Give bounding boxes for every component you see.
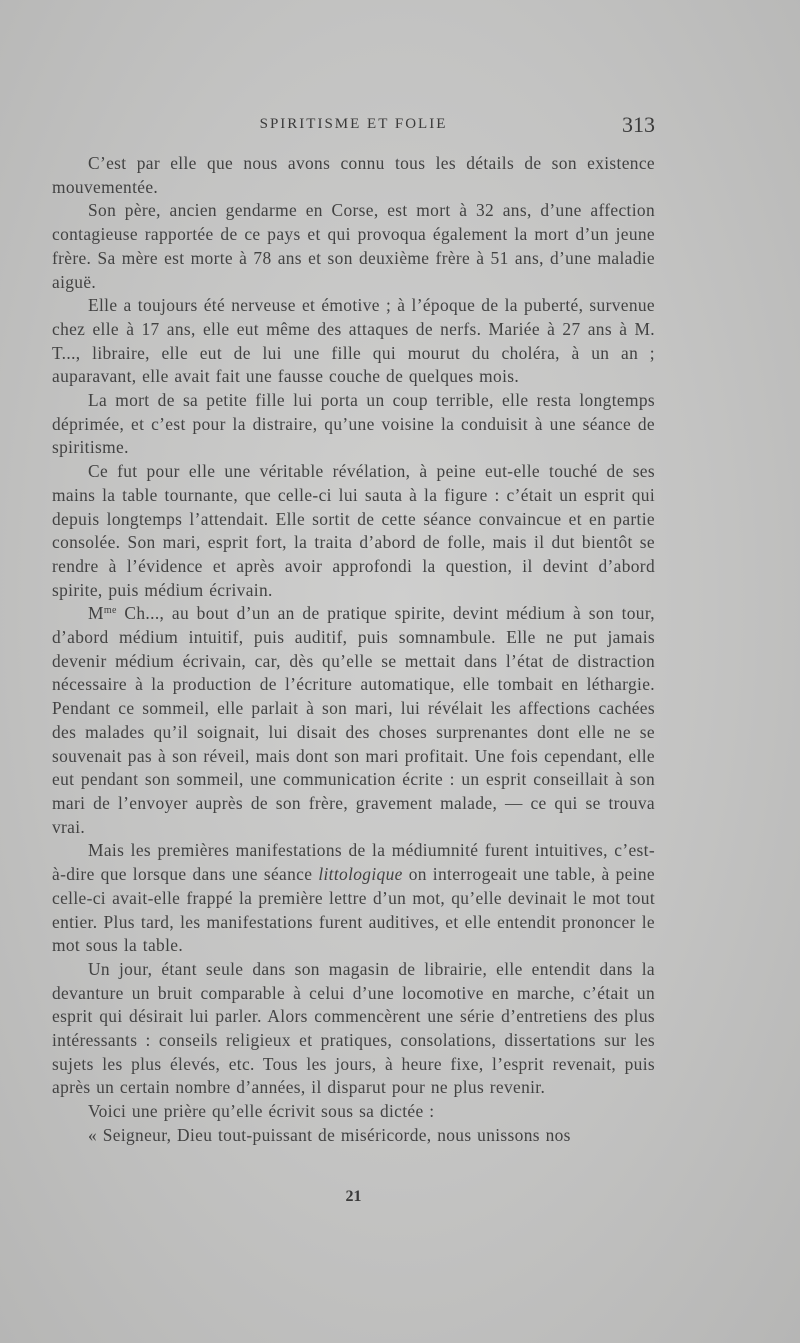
running-title: SPIRITISME ET FOLIE: [259, 116, 448, 132]
paragraph: « Seigneur, Dieu tout-puissant de miséricorde, nous unissons nos: [88, 1124, 571, 1145]
paragraph-text: Mais les premières manifestations de la médiumnité furent intuitives, c’est-à-dire que lorsque dans une séance: [52, 840, 655, 885]
running-head: [52, 112, 655, 142]
paragraph: C’est par elle que nous avons connu tous les détails de son existence mouvementée.: [52, 153, 655, 197]
honorific-m: M: [88, 603, 104, 624]
body-text: [52, 152, 655, 1148]
paragraph: [52, 839, 655, 958]
paragraph: La mort de sa petite fille lui porta un coup terrible, elle resta longtemps déprimée, et c’est pour la distraire, qu’une voisine la conduisit à une séance de spiritisme.: [52, 390, 655, 458]
honorific-superscript: me: [103, 605, 117, 617]
signature-mark: 21: [345, 1188, 362, 1205]
italic-term: littologique: [318, 864, 403, 885]
paragraph: Elle a toujours été nerveuse et émotive ; à l’époque de la puberté, survenue chez elle à 17 ans, elle eut même des attaques de nerfs. Mariée à 27 ans à M. T..., libraire, elle eut de lui une fille qui mourut du choléra, à un an ; auparavant, elle avait fait une fausse couche de quelques mois.: [52, 295, 655, 387]
page-number: 313: [622, 112, 655, 137]
paragraph: Voici une prière qu’elle écrivit sous sa dictée :: [88, 1101, 435, 1122]
paragraph-text: Ch..., au bout d’un an de pratique spirite, devint médium à son tour, d’abord médium intuitif, puis auditif, puis somnambule. Elle ne put jamais devenir médium écrivain, car, dès qu’elle se mettait dans l’état de distraction nécessaire à la production de l’écriture automatique, elle tombait en léthargie. Pendant ce sommeil, elle parlait à son mari, lui révélait les affections cachées des malades qu’il soignait, lui disait des choses surprenantes dont elle ne se souvenait pas à son réveil, mais dont son mari profitait. Une fois cependant, elle eut pendant son sommeil, une communication écrite : un esprit conseillait à son mari de l’envoyer auprès de son frère, gravement malade, — ce qui se trouva vrai.: [52, 603, 655, 837]
paragraph: Ce fut pour elle une véritable révélation, à peine eut-elle touché de ses mains la table tournante, que celle-ci lui sauta à la figure : c’était un esprit qui depuis longtemps l’attendait. Elle sortit de cette séance convaincue et en partie consolée. Son mari, esprit fort, la traita d’abord de folle, mais il dut bientôt se rendre à l’évidence et après avoir approfondi la question, il devint d’abord spirite, puis médium écrivain.: [52, 461, 655, 600]
paragraph: Son père, ancien gendarme en Corse, est mort à 32 ans, d’une affection contagieuse rapportée de ce pays et qui provoqua également la mort d’un jeune frère. Sa mère est morte à 78 ans et son deuxième frère à 51 ans, d’une maladie aiguë.: [52, 200, 655, 292]
paragraph: Un jour, étant seule dans son magasin de librairie, elle entendit dans la devanture un bruit comparable à celui d’une locomotive en marche, c’était un esprit qui désirait lui parler. Alors commencèrent une série d’entretiens des plus intéressants : conseils religieux et pratiques, consolations, dissertations sur les sujets les plus élevés, etc. Tous les jours, à heure fixe, l’esprit revenait, puis après un certain nombre d’années, il disparut pour ne plus revenir.: [52, 958, 655, 1098]
paragraph: [52, 602, 655, 839]
paragraph-text: on interrogeait une table, à peine celle-ci avait-elle frappé la première lettre d’un mot, qu’elle devinait le mot tout entier. Plus tard, les manifestations furent auditives, et elle entendit prononcer le mot sous la table.: [52, 864, 656, 956]
